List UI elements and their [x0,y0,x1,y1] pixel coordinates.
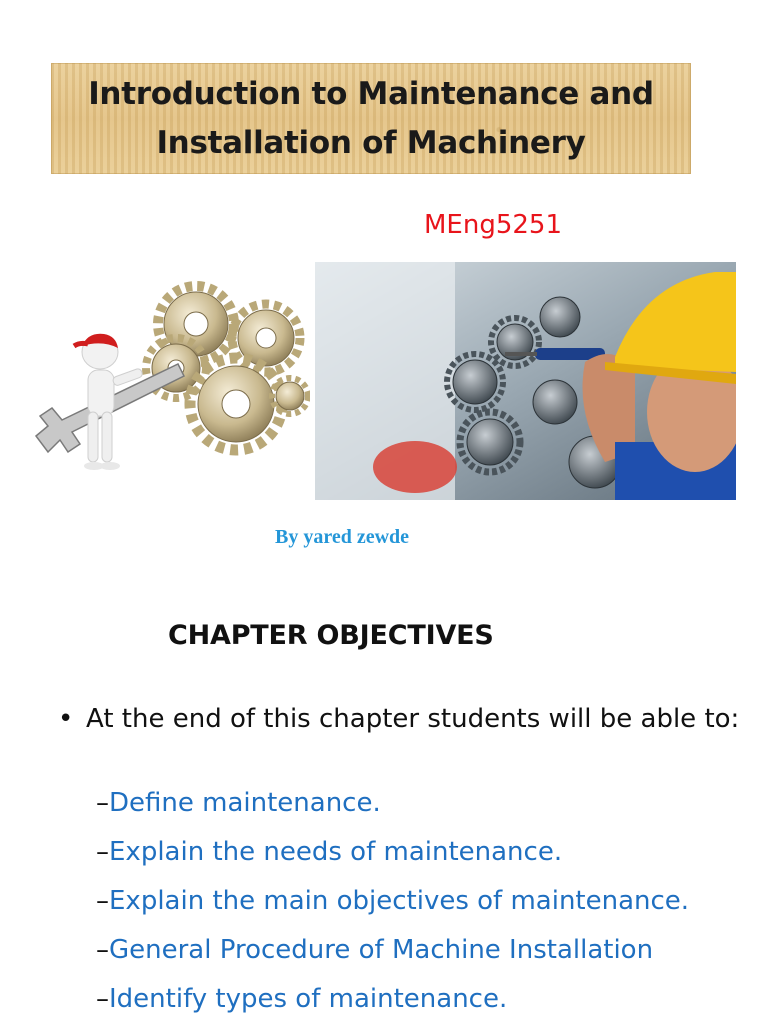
course-code: MEng5251 [424,210,563,240]
worker-gears-illustration [28,276,310,472]
objective-text: Explain the needs of maintenance. [109,837,563,867]
title-line-2: Installation of Machinery [156,124,586,161]
objective-text: Explain the main objectives of maintenance. [109,886,690,916]
objective-item [96,837,562,867]
objective-text: General Procedure of Machine Installation [109,935,654,965]
objective-item [96,984,507,1014]
objective-item [96,935,653,965]
objective-text: Define maintenance. [109,788,381,818]
dash-icon: – [96,788,109,818]
title-line-1: Introduction to Maintenance and [88,75,654,112]
objective-item [96,886,689,916]
dash-icon: – [96,886,109,916]
dash-icon: – [96,984,109,1014]
chapter-heading: CHAPTER OBJECTIVES [168,620,494,651]
title-box [51,63,691,174]
objective-text: Identify types of maintenance. [109,984,508,1014]
technician-photo [315,262,736,500]
objective-item [96,788,381,818]
intro-bullet [58,698,748,740]
author-name: By yared zewde [275,526,410,548]
bullet-icon: • [58,704,74,734]
intro-text: At the end of this chapter students will be able to: [86,704,740,734]
dash-icon: – [96,935,109,965]
dash-icon: – [96,837,109,867]
